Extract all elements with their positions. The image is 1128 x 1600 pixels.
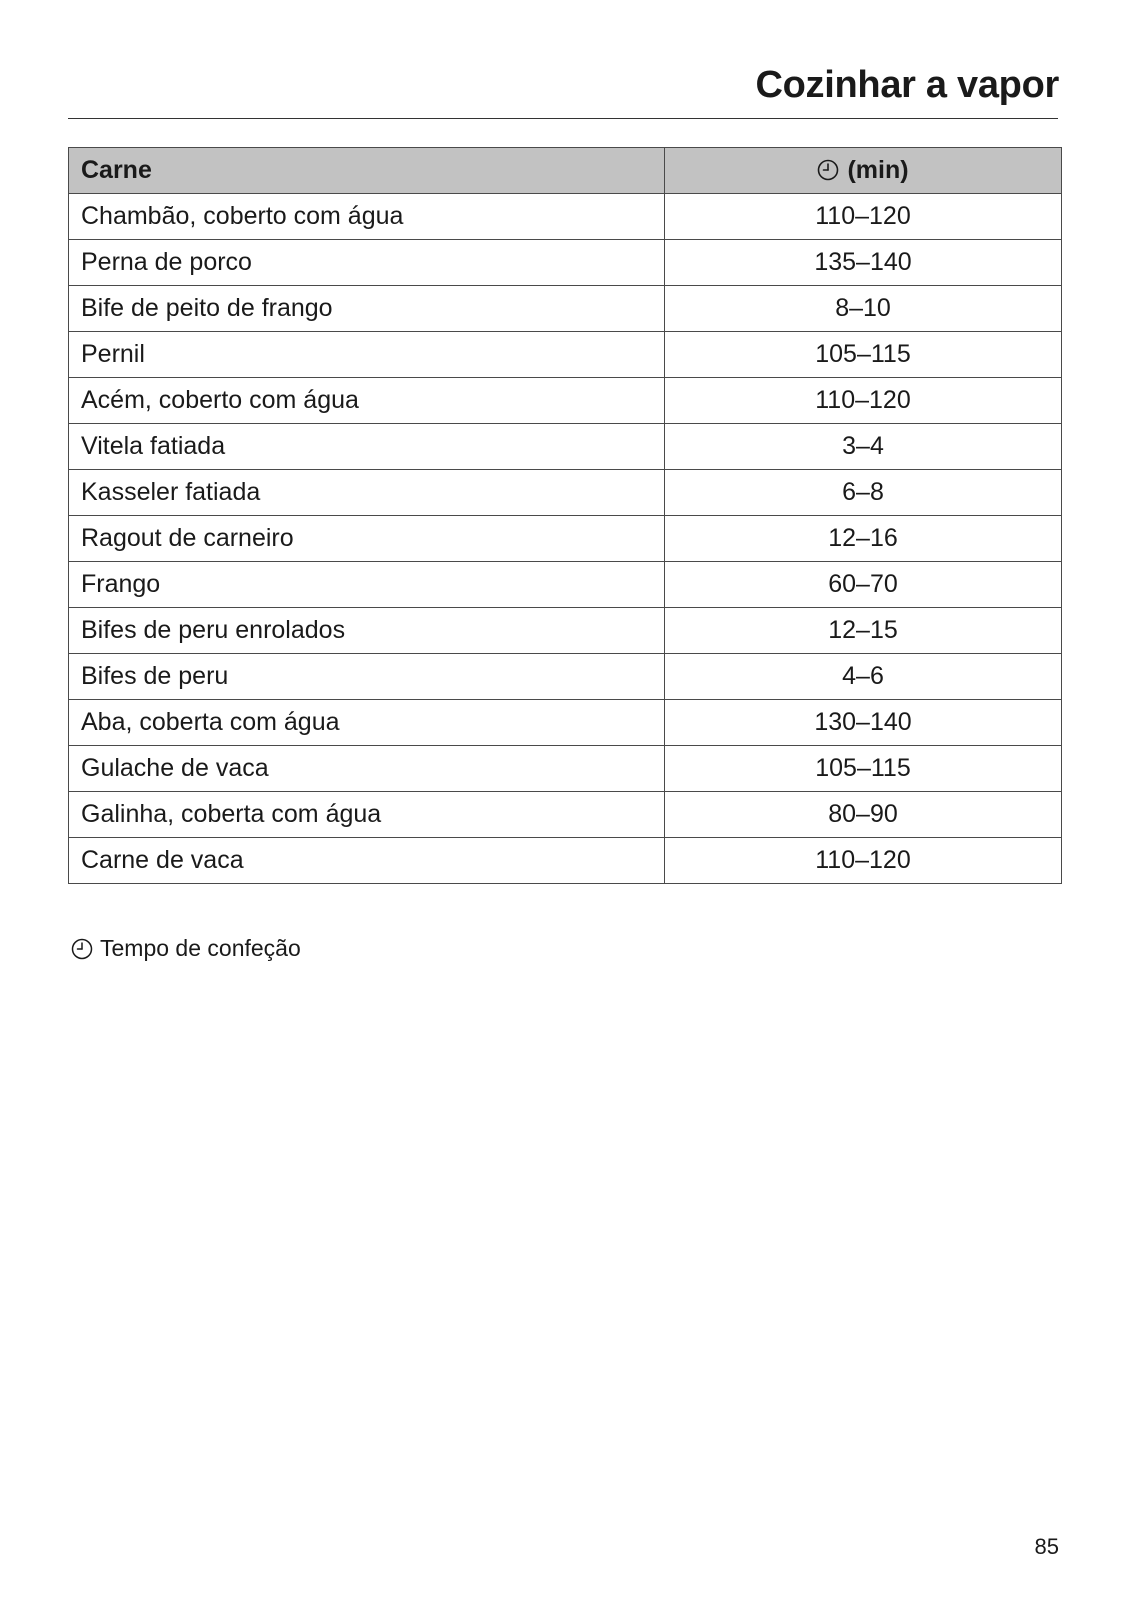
cooking-time-cell: 105–115 (665, 746, 1062, 792)
meat-name-cell: Bifes de peru (69, 654, 665, 700)
meat-name-cell: Kasseler fatiada (69, 470, 665, 516)
cooking-time-cell: 12–15 (665, 608, 1062, 654)
column-header-time (665, 148, 1062, 194)
table-row (69, 838, 1062, 884)
table-row (69, 562, 1062, 608)
cooking-times-table (68, 147, 1062, 884)
title-divider (68, 118, 1058, 119)
clock-icon (71, 938, 93, 960)
meat-name-cell: Carne de vaca (69, 838, 665, 884)
meat-name-cell: Frango (69, 562, 665, 608)
cooking-time-cell: 110–120 (665, 378, 1062, 424)
table-row (69, 286, 1062, 332)
cooking-time-cell: 4–6 (665, 654, 1062, 700)
cooking-time-cell: 60–70 (665, 562, 1062, 608)
cooking-time-cell: 12–16 (665, 516, 1062, 562)
table-row (69, 792, 1062, 838)
table-row (69, 654, 1062, 700)
table-row (69, 516, 1062, 562)
legend-text: Tempo de confeção (100, 935, 301, 961)
table-row (69, 746, 1062, 792)
table-row (69, 608, 1062, 654)
meat-name-cell: Ragout de carneiro (69, 516, 665, 562)
cooking-time-cell: 80–90 (665, 792, 1062, 838)
meat-name-cell: Bifes de peru enrolados (69, 608, 665, 654)
table-header-row (69, 148, 1062, 194)
meat-name-cell: Galinha, coberta com água (69, 792, 665, 838)
table-row (69, 378, 1062, 424)
cooking-time-cell: 105–115 (665, 332, 1062, 378)
table-row (69, 470, 1062, 516)
meat-name-cell: Aba, coberta com água (69, 700, 665, 746)
cooking-time-cell: 3–4 (665, 424, 1062, 470)
legend (71, 935, 301, 962)
cooking-time-cell: 135–140 (665, 240, 1062, 286)
meat-name-cell: Perna de porco (69, 240, 665, 286)
cooking-time-cell: 130–140 (665, 700, 1062, 746)
clock-icon (817, 159, 839, 181)
column-header-meat-label: Carne (81, 156, 152, 184)
page-number: 85 (1034, 1534, 1059, 1559)
column-header-time-label: (min) (847, 156, 909, 184)
table-row (69, 240, 1062, 286)
meat-name-cell: Acém, coberto com água (69, 378, 665, 424)
cooking-time-cell: 8–10 (665, 286, 1062, 332)
page-title: Cozinhar a vapor (755, 64, 1059, 106)
column-header-meat (69, 148, 665, 194)
cooking-time-cell: 6–8 (665, 470, 1062, 516)
meat-name-cell: Pernil (69, 332, 665, 378)
table-body (69, 194, 1062, 884)
meat-name-cell: Gulache de vaca (69, 746, 665, 792)
cooking-time-cell: 110–120 (665, 194, 1062, 240)
meat-name-cell: Bife de peito de frango (69, 286, 665, 332)
table-row (69, 332, 1062, 378)
meat-name-cell: Vitela fatiada (69, 424, 665, 470)
table-row (69, 194, 1062, 240)
cooking-time-cell: 110–120 (665, 838, 1062, 884)
meat-name-cell: Chambão, coberto com água (69, 194, 665, 240)
table-row (69, 700, 1062, 746)
table-row (69, 424, 1062, 470)
